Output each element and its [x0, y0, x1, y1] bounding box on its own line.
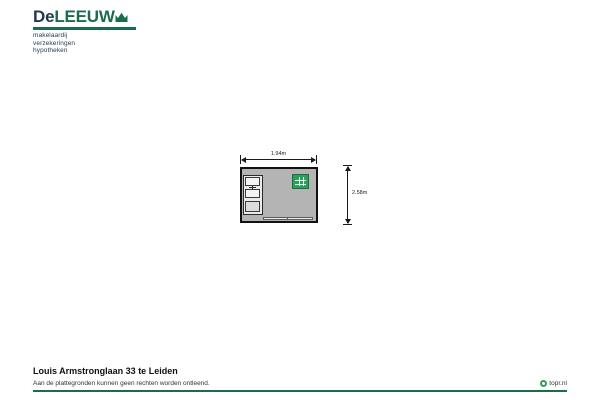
- dimension-height-cap-bottom: [343, 224, 352, 225]
- footer-brand: [540, 380, 567, 387]
- dimension-width-arrow-left-icon: [241, 157, 246, 163]
- logo-wordmark-prefix: De: [33, 7, 55, 26]
- floorplan: [232, 145, 372, 240]
- dimension-width-arrow-right-icon: [311, 157, 316, 163]
- dimension-width-label: 1.94m: [261, 150, 297, 158]
- dimension-width-cap-right: [316, 155, 317, 164]
- window-object-icon: [292, 174, 309, 189]
- room-outline: [240, 167, 318, 223]
- footer-brand-label: topr.nl: [549, 380, 567, 387]
- fixture-lower-panel: [245, 201, 260, 212]
- page-title: Louis Armstronglaan 33 te Leiden: [33, 366, 178, 376]
- dimension-height: [342, 165, 368, 225]
- dimension-width-line: [242, 159, 315, 160]
- door-sill-icon: [263, 217, 313, 220]
- window-grid: [295, 177, 306, 186]
- logo-subtitle-line-2: verzekeringen: [33, 39, 76, 47]
- logo-wordmark-main: LEEUW: [54, 7, 115, 26]
- dimension-height-arrow-bottom-icon: [345, 219, 351, 224]
- logo-subtitle-line-3: hypotheken: [33, 47, 68, 55]
- logo-underline: [33, 27, 136, 30]
- fixture-crossbar-icon: [249, 187, 256, 188]
- footer-underline: [33, 390, 567, 392]
- fixture-middle-panel: [245, 189, 260, 198]
- crown-icon: [115, 12, 128, 23]
- footer-disclaimer: Aan de plattegronden kunnen geen rechten worden ontleend.: [33, 380, 210, 387]
- footer-row: [33, 379, 567, 388]
- dimension-width: [240, 153, 317, 165]
- footer: [33, 365, 567, 392]
- copyright-dot-icon: [540, 380, 547, 387]
- door-sill-divider: [287, 217, 288, 220]
- dimension-height-line: [347, 167, 348, 223]
- logo-subtitle-line-1: makelaardij: [33, 32, 68, 39]
- dimension-height-label: 2.58m: [352, 190, 368, 196]
- logo-wordmark: [33, 8, 203, 26]
- room-interior: [242, 169, 316, 221]
- fixture-upper-panel: [245, 177, 260, 186]
- dimension-height-arrow-top-icon: [345, 166, 351, 171]
- company-logo: [33, 8, 203, 55]
- logo-subtitle: [33, 32, 203, 55]
